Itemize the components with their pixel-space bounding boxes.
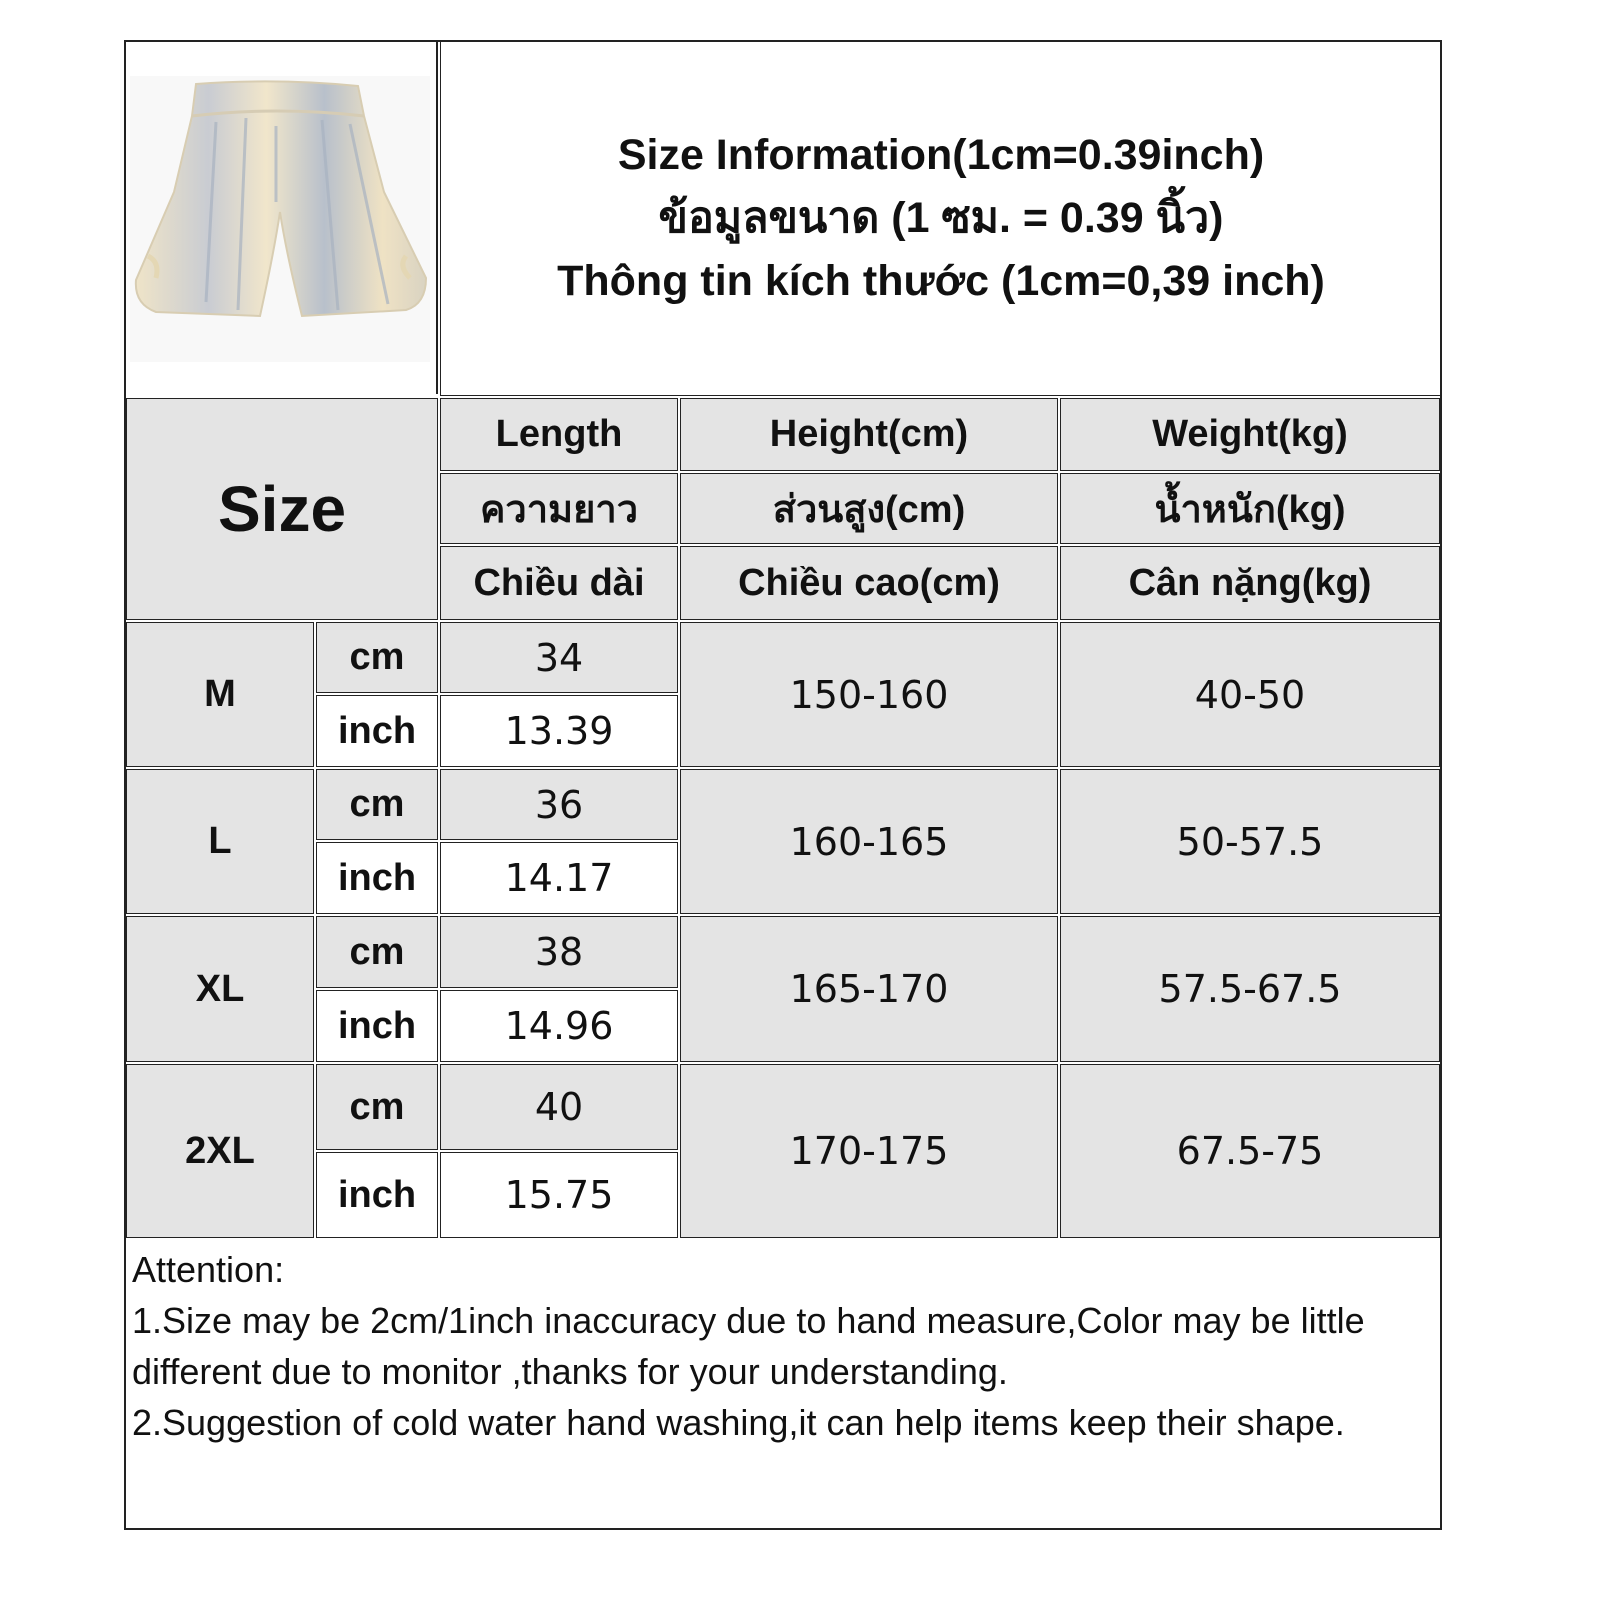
height-xl: 165-170 — [680, 916, 1058, 1062]
size-label-m: M — [126, 622, 314, 767]
attention-notes — [126, 1240, 1438, 1528]
length-cm-xl: 38 — [440, 916, 678, 988]
title-thai: ข้อมูลขนาด (1 ซม. = 0.39 นิ้ว) — [658, 193, 1224, 242]
notes-item-2: 2.Suggestion of cold water hand washing,it can help items keep their shape. — [132, 1402, 1345, 1443]
title-english: Size Information(1cm=0.39inch) — [617, 130, 1265, 179]
weight-header-vi: Cân nặng(kg) — [1060, 546, 1440, 620]
title-vietnamese: Thông tin kích thước (1cm=0,39 inch) — [557, 256, 1325, 305]
notes-heading: Attention: — [132, 1249, 285, 1290]
length-inch-l: 14.17 — [440, 842, 678, 914]
length-header-th: ความยาว — [440, 473, 678, 544]
size-label-2xl: 2XL — [126, 1064, 314, 1238]
height-2xl: 170-175 — [680, 1064, 1058, 1238]
length-header-vi: Chiều dài — [440, 546, 678, 620]
unit-inch: inch — [316, 990, 438, 1062]
size-header-label: Size — [217, 473, 347, 545]
height-header-en: Height(cm) — [680, 398, 1058, 471]
length-inch-xl: 14.96 — [440, 990, 678, 1062]
weight-2xl: 67.5-75 — [1060, 1064, 1440, 1238]
length-inch-m: 13.39 — [440, 695, 678, 767]
product-image — [126, 42, 438, 394]
unit-cm: cm — [316, 916, 438, 988]
unit-inch: inch — [316, 695, 438, 767]
length-cm-m: 34 — [440, 622, 678, 693]
size-label-xl: XL — [126, 916, 314, 1062]
length-cm-2xl: 40 — [440, 1064, 678, 1150]
shorts-product-icon — [126, 42, 436, 392]
weight-header-th: น้ำหนัก(kg) — [1060, 473, 1440, 544]
unit-cm: cm — [316, 1064, 438, 1150]
size-header — [126, 398, 438, 620]
height-m: 150-160 — [680, 622, 1058, 767]
unit-cm: cm — [316, 622, 438, 693]
weight-xl: 57.5-67.5 — [1060, 916, 1440, 1062]
height-l: 160-165 — [680, 769, 1058, 914]
height-header-th: ส่วนสูง(cm) — [680, 473, 1058, 544]
height-header-vi: Chiều cao(cm) — [680, 546, 1058, 620]
weight-header-en: Weight(kg) — [1060, 398, 1440, 471]
notes-item-1: 1.Size may be 2cm/1inch inaccuracy due to hand measure,Color may be little different due to monitor ,thanks for your understanding. — [132, 1300, 1365, 1392]
weight-l: 50-57.5 — [1060, 769, 1440, 914]
length-header-en: Length — [440, 398, 678, 471]
unit-inch: inch — [316, 1152, 438, 1238]
size-label-l: L — [126, 769, 314, 914]
length-cm-l: 36 — [440, 769, 678, 840]
size-info-title — [440, 40, 1442, 396]
weight-m: 40-50 — [1060, 622, 1440, 767]
length-inch-2xl: 15.75 — [440, 1152, 678, 1238]
unit-cm: cm — [316, 769, 438, 840]
unit-inch: inch — [316, 842, 438, 914]
